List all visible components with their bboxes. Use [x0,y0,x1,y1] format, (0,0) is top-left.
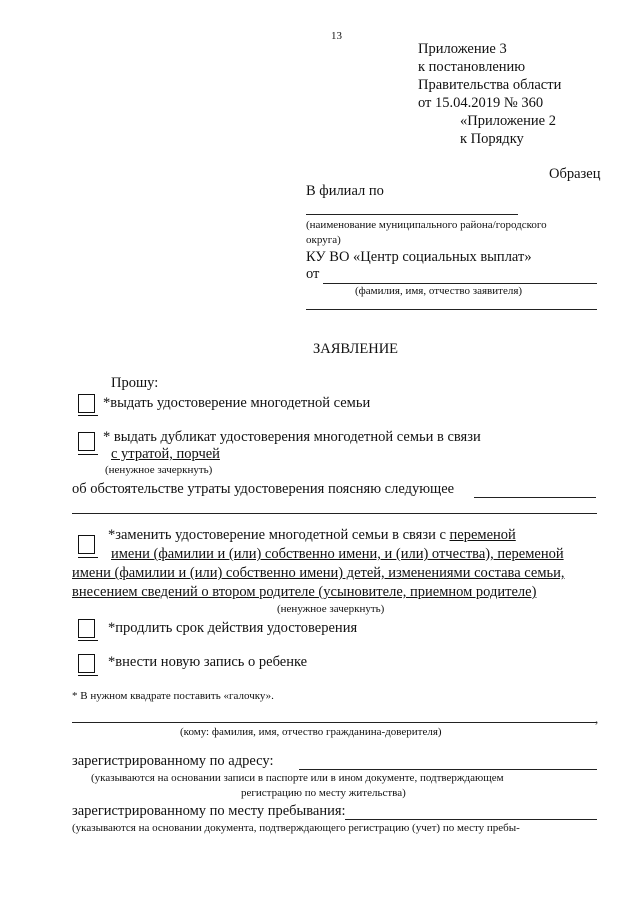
option-replace-line-4: внесением сведений о втором родителе (усыновителе, приемном родителе) [72,584,537,600]
org-name: КУ ВО «Центр социальных выплат» [306,249,532,265]
trustee-comma: , [595,711,599,726]
header-line-5: «Приложение 2 [460,113,556,129]
stay-address-line[interactable] [345,819,597,820]
footnote: * В нужном квадрате поставить «галочку». [72,690,274,702]
sample-label: Образец [549,166,601,182]
from-hint: (фамилия, имя, отчество заявителя) [355,285,523,297]
page-number: 13 [331,30,342,42]
registration-address-label: зарегистрированному по адресу: [72,753,274,769]
loss-explanation-line-1[interactable] [474,497,596,498]
from-line[interactable] [323,283,597,284]
option-duplicate-line-1: * выдать дубликат удостоверения многодетной семьи в связи [103,429,481,445]
option-issue-certificate: *выдать удостоверение многодетной семьи [103,395,371,411]
option-replace-hint: (ненужное зачеркнуть) [277,603,385,615]
branch-line[interactable] [306,214,518,215]
request-intro: Прошу: [111,375,159,391]
checkbox-issue-certificate[interactable] [78,394,95,413]
option-new-child-entry: *внести новую запись о ребенке [108,654,308,670]
option-replace-underlined: переменой [449,527,516,543]
loss-explanation-label: об обстоятельстве утраты удостоверения поясняю следующее [72,481,455,497]
checkbox-underline [78,454,98,455]
checkbox-underline [78,640,98,641]
checkbox-underline [78,675,98,676]
document-title: ЗАЯВЛЕНИЕ [313,341,399,357]
trustee-hint: (кому: фамилия, имя, отчество гражданина-доверителя) [180,726,442,738]
stay-address-hint: (указываются на основании документа, подтверждающего регистрацию (учет) по месту пребы- [72,822,520,834]
option-replace-line-1 [108,527,516,544]
option-replace-text: *заменить удостоверение многодетной семьи в связи с [108,527,450,543]
checkbox-issue-duplicate[interactable] [78,432,95,451]
header-line-1: Приложение 3 [418,41,507,57]
checkbox-extend-validity[interactable] [78,619,95,638]
option-replace-line-2: имени (фамилии и (или) собственно имени, и (или) отчества), переменой [111,546,564,562]
checkbox-new-child-entry[interactable] [78,654,95,673]
header-line-6: к Порядку [460,131,524,147]
header-line-4: от 15.04.2019 № 360 [418,95,544,111]
header-line-2: к постановлению [418,59,526,75]
branch-label: В филиал по [306,183,384,199]
stay-address-label: зарегистрированному по месту пребывания: [72,803,346,819]
loss-explanation-line-2[interactable] [72,513,597,514]
checkbox-replace-certificate[interactable] [78,535,95,554]
checkbox-underline [78,557,98,558]
registration-address-hint-1: (указываются на основании записи в паспорте или в ином документе, подтверждающем [91,772,504,784]
option-replace-line-3: имени (фамилии и (или) собственно имени) детей, изменениями состава семьи, [72,565,565,581]
branch-hint-1: (наименование муниципального района/городского [306,219,547,231]
registration-address-line[interactable] [299,769,597,770]
branch-hint-2: округа) [306,234,341,246]
checkbox-underline [78,415,98,416]
option-extend-validity: *продлить срок действия удостоверения [108,620,358,636]
trustee-line[interactable] [72,722,596,723]
option-duplicate-line-2: с утратой, порчей [111,446,220,462]
registration-address-hint-2: регистрацию по месту жительства) [241,787,406,799]
from-line-2[interactable] [306,309,597,310]
option-duplicate-hint: (ненужное зачеркнуть) [105,464,213,476]
header-line-3: Правительства области [418,77,562,93]
from-label: от [306,266,320,282]
